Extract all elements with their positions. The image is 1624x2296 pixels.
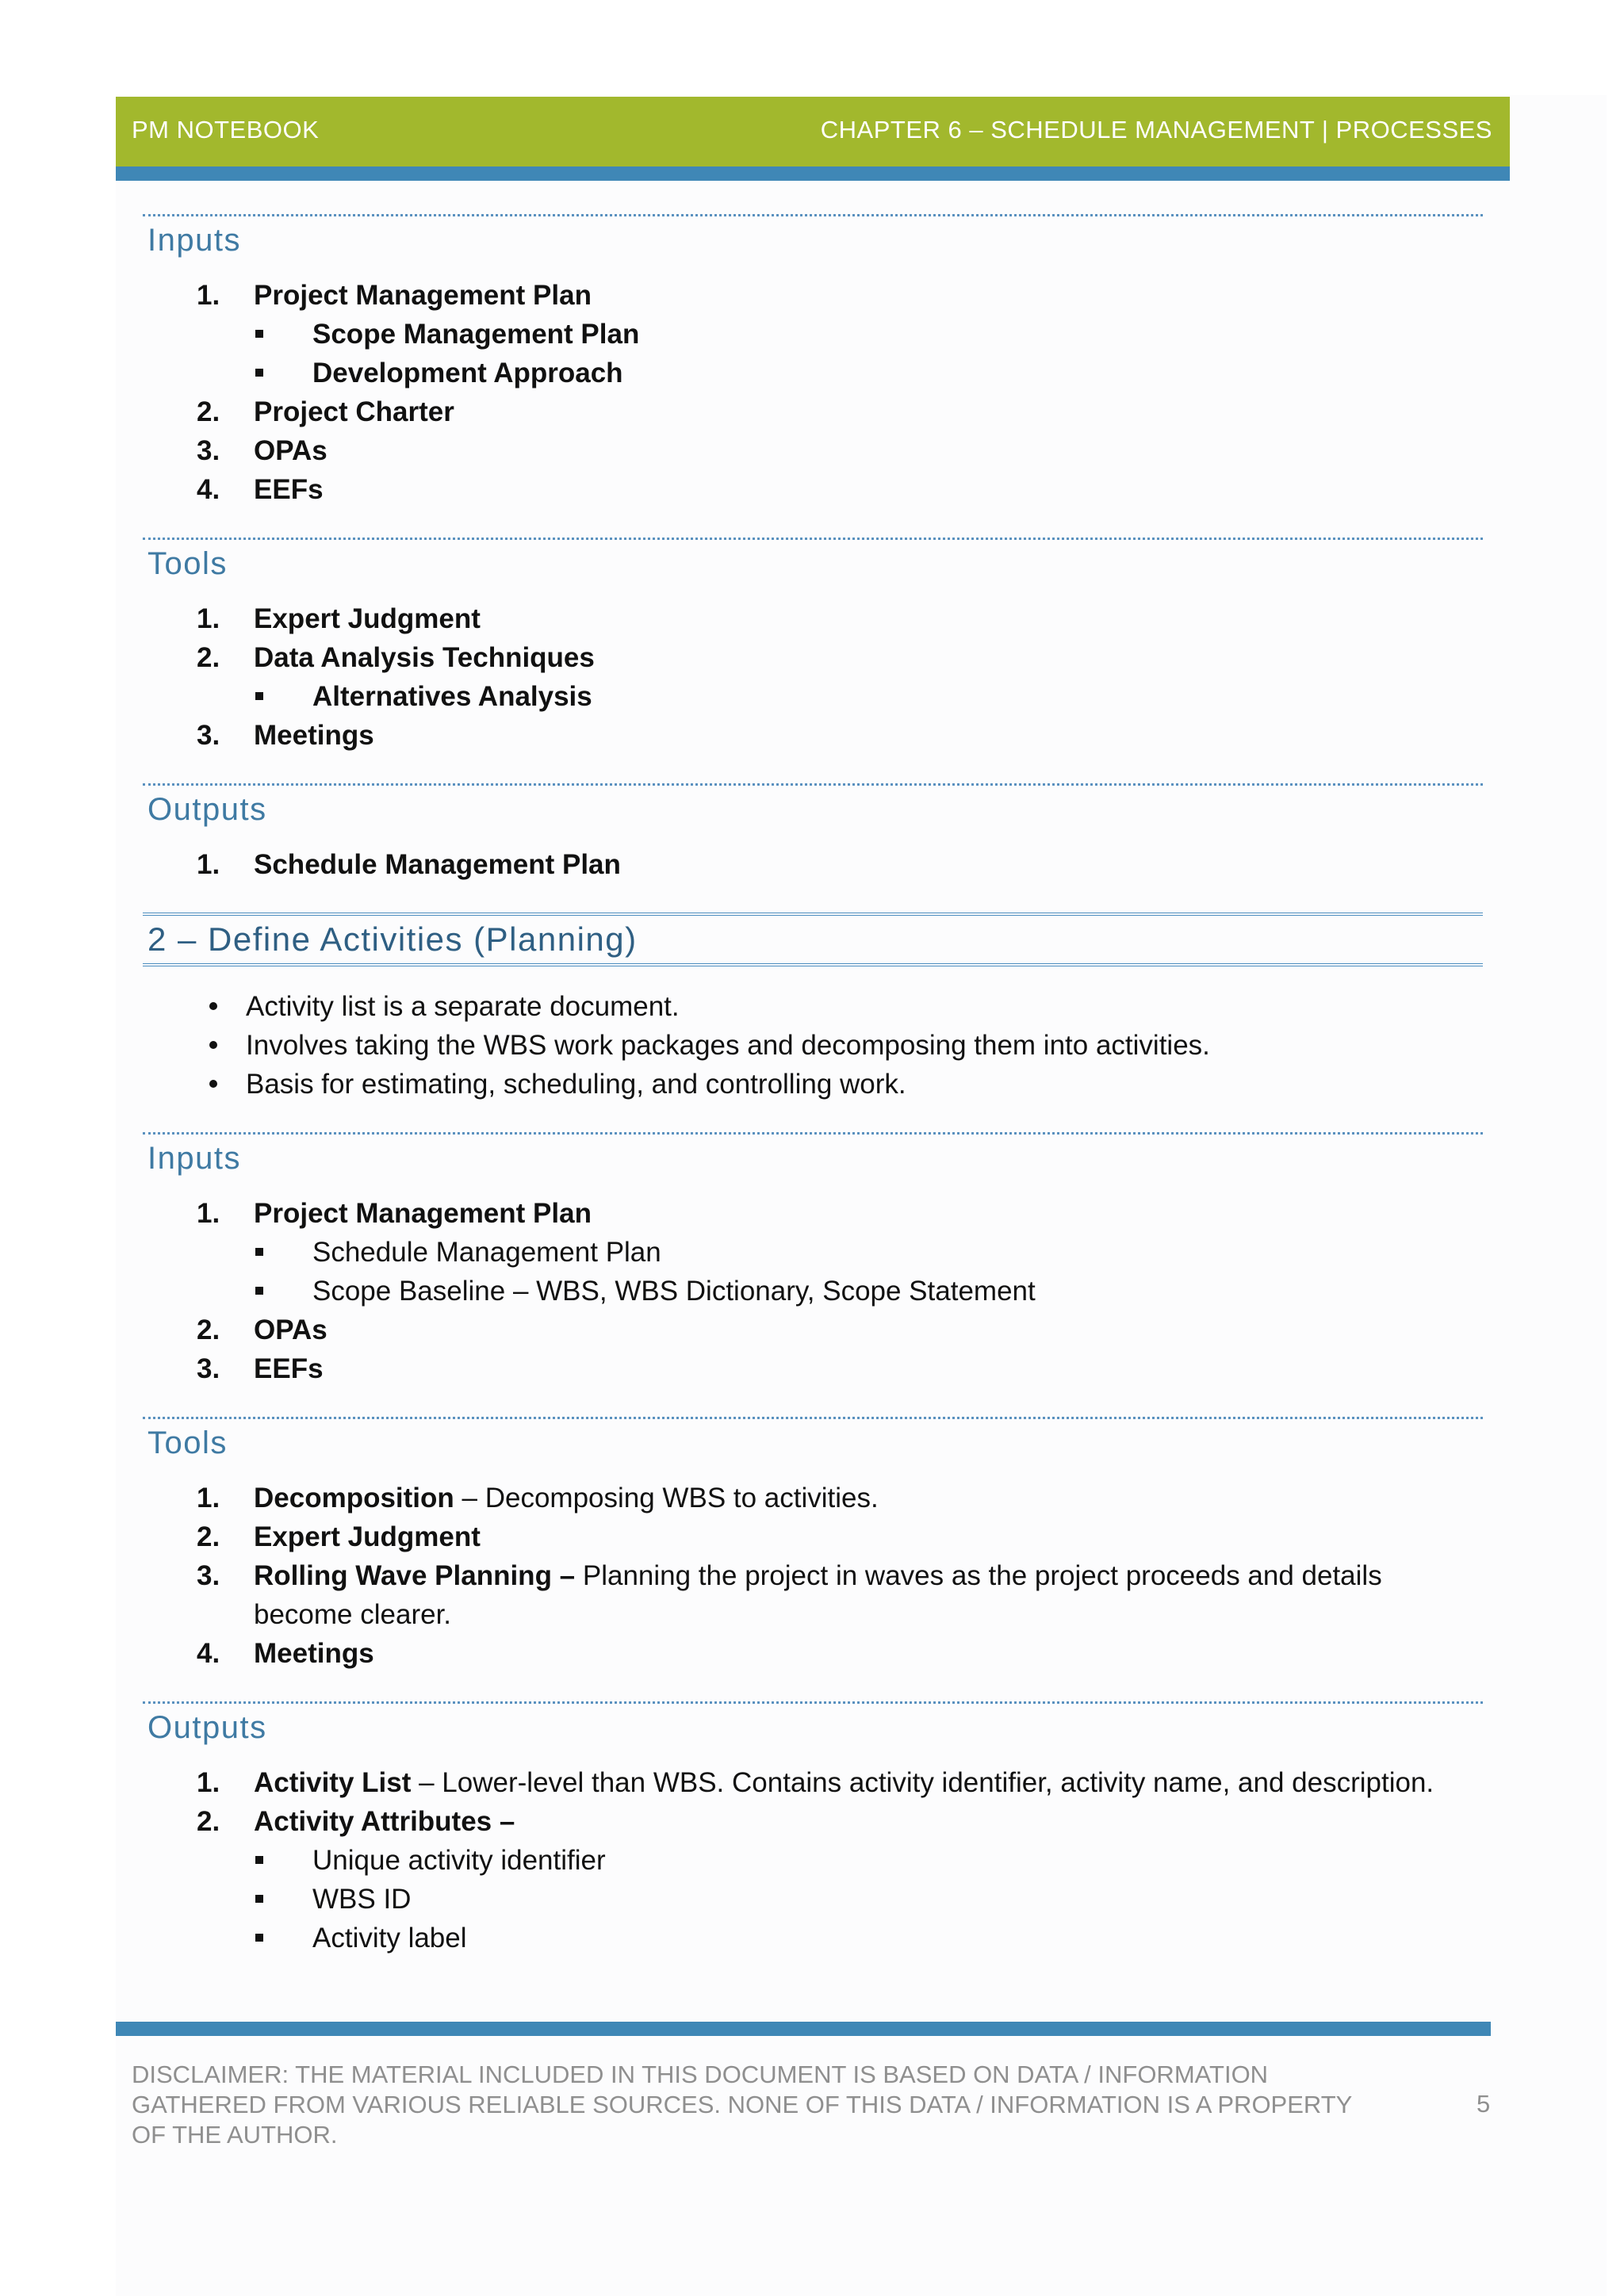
item-label: Schedule Management Plan — [254, 849, 621, 880]
section-title: Tools — [147, 1425, 228, 1460]
inputs-section — [143, 1132, 1483, 1388]
header-notebook-title: PM NOTEBOOK — [132, 116, 320, 144]
outputs-list — [143, 845, 1483, 884]
item-number: 3. — [197, 720, 220, 751]
list-item — [143, 1634, 1483, 1673]
item-label: Data Analysis Techniques — [254, 642, 595, 673]
tools-list — [143, 599, 1483, 755]
list-item — [143, 1479, 1483, 1517]
item-label: EEFs — [254, 474, 324, 505]
item-number: 1. — [197, 849, 220, 880]
section-title: Outputs — [147, 792, 267, 827]
list-item — [143, 716, 1483, 755]
item-number: 2. — [197, 1806, 220, 1837]
item-label: Project Management Plan — [254, 1198, 592, 1229]
list-item — [143, 638, 1483, 677]
sub-item-description: – WBS, WBS Dictionary, Scope Statement — [505, 1276, 1036, 1307]
item-number: 2. — [197, 396, 220, 427]
bullet-item: Basis for estimating, scheduling, and controlling work. — [143, 1065, 1483, 1104]
list-item — [143, 1556, 1483, 1634]
list-item — [143, 1349, 1483, 1388]
sub-item-label: Scope Baseline — [312, 1276, 506, 1307]
item-description: – Lower-level than WBS. Contains activity identifier, activity name, and description. — [411, 1767, 1434, 1798]
item-label: Expert Judgment — [254, 1521, 481, 1552]
list-item — [143, 392, 1483, 431]
section-title: Inputs — [147, 223, 241, 258]
list-item — [143, 1763, 1483, 1802]
inputs-list — [143, 1194, 1483, 1388]
item-number: 1. — [197, 603, 220, 634]
inputs-list — [143, 276, 1483, 509]
item-number: 1. — [197, 1767, 220, 1798]
bullet-item: Involves taking the WBS work packages and decomposing them into activities. — [143, 1026, 1483, 1065]
item-label: OPAs — [254, 435, 327, 466]
list-item — [143, 1802, 1483, 1841]
tools-list — [143, 1479, 1483, 1673]
sub-list-item: Activity label — [143, 1919, 1483, 1957]
item-label: Rolling Wave Planning – — [254, 1560, 576, 1591]
item-number: 3. — [197, 1353, 220, 1384]
item-number: 1. — [197, 1483, 220, 1513]
item-number: 3. — [197, 1560, 220, 1591]
process-heading: 2 – Define Activities (Planning) — [143, 913, 1483, 966]
sub-list-item: WBS ID — [143, 1880, 1483, 1919]
list-item — [143, 470, 1483, 509]
item-label: Meetings — [254, 1638, 374, 1669]
item-description: – Decomposing WBS to activities. — [454, 1483, 879, 1513]
item-number: 4. — [197, 474, 220, 505]
item-label: Project Charter — [254, 396, 454, 427]
item-label: Activity List — [254, 1767, 412, 1798]
process-bullets — [143, 987, 1483, 1104]
sub-list-item: Development Approach — [143, 354, 1483, 392]
list-item — [143, 599, 1483, 638]
list-item — [143, 431, 1483, 470]
item-description: Planning the project in waves as the project proceeds and details become clearer. — [254, 1560, 1382, 1630]
item-number: 1. — [197, 1198, 220, 1229]
section-title: Inputs — [147, 1141, 241, 1176]
item-number: 2. — [197, 1521, 220, 1552]
item-number: 1. — [197, 280, 220, 311]
list-item — [143, 1311, 1483, 1349]
sub-list-item: Alternatives Analysis — [143, 677, 1483, 716]
tools-section — [143, 1417, 1483, 1673]
footer-rule — [116, 2022, 1491, 2036]
outputs-list — [143, 1763, 1483, 1957]
item-label: OPAs — [254, 1314, 327, 1345]
bullet-item: Activity list is a separate document. — [143, 987, 1483, 1026]
tools-section — [143, 538, 1483, 755]
item-label: Project Management Plan — [254, 280, 592, 311]
footer-disclaimer: DISCLAIMER: THE MATERIAL INCLUDED IN THIS DOCUMENT IS BASED ON DATA / INFORMATION GATHERED FROM VARIOUS RELIABLE SOURCES. NONE OF THIS DATA / INFORMATION IS A PROPERTY OF THE AUTHOR. — [132, 2061, 1352, 2149]
list-item — [143, 1517, 1483, 1556]
inputs-section — [143, 214, 1483, 509]
sub-list-item — [143, 1233, 1483, 1272]
outputs-section — [143, 783, 1483, 884]
outputs-section — [143, 1701, 1483, 1957]
section-title: Outputs — [147, 1710, 267, 1745]
header-chapter-title: CHAPTER 6 – SCHEDULE MANAGEMENT | PROCESSES — [820, 116, 1492, 144]
page-number: 5 — [1477, 2090, 1491, 2118]
sub-list-item — [143, 1272, 1483, 1311]
item-label: Meetings — [254, 720, 374, 751]
item-label: EEFs — [254, 1353, 324, 1384]
sub-item-label: Schedule Management Plan — [312, 1237, 661, 1268]
item-number: 3. — [197, 435, 220, 466]
item-label: Decomposition — [254, 1483, 454, 1513]
item-number: 2. — [197, 642, 220, 673]
item-label: Expert Judgment — [254, 603, 481, 634]
item-number: 2. — [197, 1314, 220, 1345]
item-number: 4. — [197, 1638, 220, 1669]
item-label: Activity Attributes – — [254, 1806, 515, 1837]
list-item — [143, 845, 1483, 884]
sub-list-item: Scope Management Plan — [143, 315, 1483, 354]
list-item — [143, 1194, 1483, 1233]
header-rule — [116, 166, 1510, 181]
list-item — [143, 276, 1483, 315]
section-title: Tools — [147, 546, 228, 581]
page-content — [143, 214, 1483, 1986]
sub-list-item: Unique activity identifier — [143, 1841, 1483, 1880]
